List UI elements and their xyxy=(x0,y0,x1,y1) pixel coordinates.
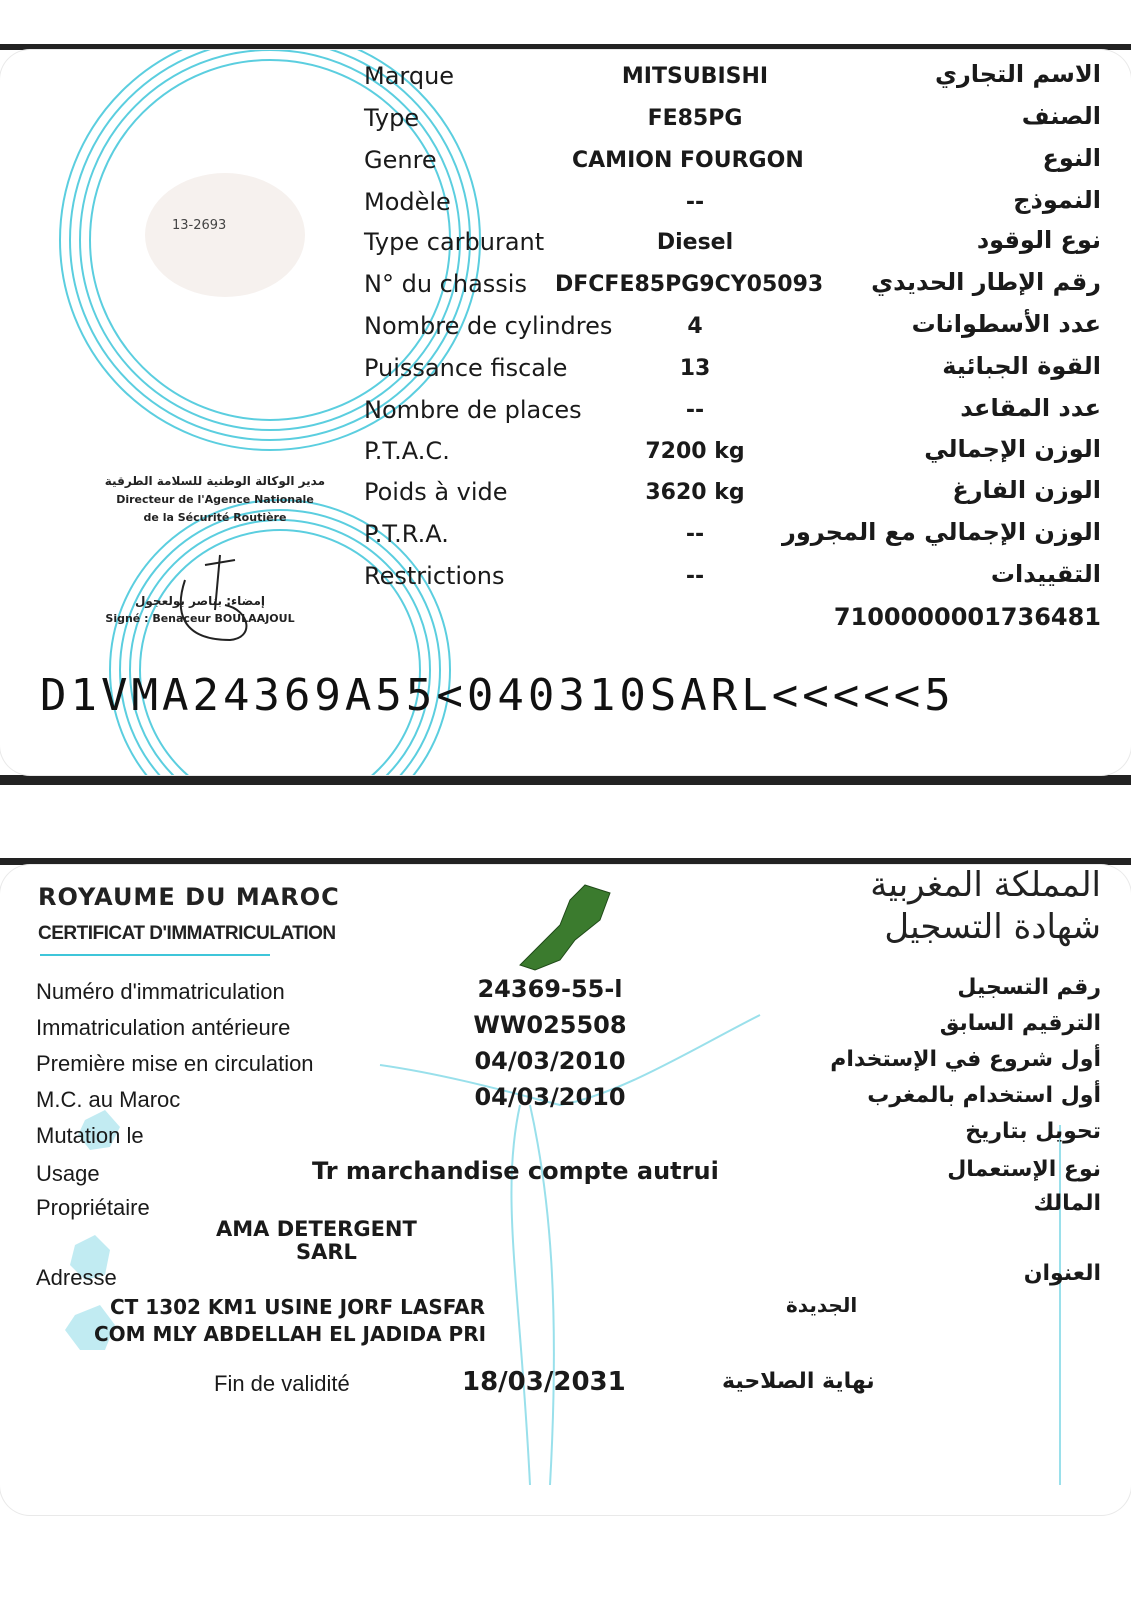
field-value: 4 xyxy=(687,314,703,339)
field-label: Type carburant xyxy=(364,228,545,256)
field-label: Type xyxy=(364,104,420,132)
signature-signed-ar: إمضاء: بناصر بولعجول xyxy=(134,594,266,608)
field-label-ar: النموذج xyxy=(1013,186,1101,214)
field-value: -- xyxy=(685,398,705,423)
field-label: M.C. au Maroc xyxy=(36,1087,181,1112)
owner-name-line2: SARL xyxy=(296,1240,357,1264)
field-value: MITSUBISHI xyxy=(621,64,769,89)
field-value: 3620 kg xyxy=(645,480,745,505)
machine-readable-zone: D1VMA24369A55<040310SARL<<<<<5 xyxy=(40,670,955,721)
field-label: Restrictions xyxy=(364,562,505,590)
signature-title-ar: مدير الوكالة الوطنية للسلامة الطرقية xyxy=(104,474,325,488)
field-label-ar: عدد المقاعد xyxy=(960,394,1101,422)
field-label: P.T.R.A. xyxy=(364,520,449,548)
field-value: WW025508 xyxy=(473,1011,627,1039)
usage-label: Usage xyxy=(36,1161,100,1186)
validity-value: 18/03/2031 xyxy=(462,1367,626,1397)
address-line2: COM MLY ABDELLAH EL JADIDA PRI xyxy=(94,1322,487,1346)
photo-code: 13-2693 xyxy=(172,218,227,233)
address-label: Adresse xyxy=(36,1265,117,1290)
country-title-fr: ROYAUME DU MAROC xyxy=(38,883,340,911)
field-label-ar: القوة الجبائية xyxy=(942,352,1101,380)
field-label: Nombre de places xyxy=(364,396,582,424)
field-label: Marque xyxy=(364,62,455,90)
field-label-ar: أول شروع في الإستخدام xyxy=(830,1047,1101,1072)
field-label: Puissance fiscale xyxy=(364,354,568,382)
address-line1: CT 1302 KM1 USINE JORF LASFAR xyxy=(110,1295,485,1319)
field-label-ar: الوزن الفارغ xyxy=(952,476,1101,504)
field-label-ar: الوزن الإجمالي xyxy=(924,435,1101,463)
field-value: FE85PG xyxy=(647,106,743,131)
field-label: P.T.A.C. xyxy=(364,437,450,465)
card-front-side xyxy=(0,865,1131,1515)
field-label-ar: رقم التسجيل xyxy=(957,975,1101,1000)
signature-title-fr-1: Directeur de l'Agence Nationale xyxy=(116,493,314,506)
document-title-fr: CERTIFICAT D'IMMATRICULATION xyxy=(38,923,336,944)
owner-label: Propriétaire xyxy=(36,1195,150,1220)
middle-separator xyxy=(0,775,1131,785)
validity-label-ar: نهاية الصلاحية xyxy=(722,1369,875,1394)
field-label: Modèle xyxy=(364,188,451,216)
field-label-ar: أول استخدام بالمغرب xyxy=(867,1083,1101,1108)
field-label: Première mise en circulation xyxy=(36,1051,314,1076)
field-label: N° du chassis xyxy=(364,270,527,298)
card-back-side xyxy=(0,50,1131,775)
field-label-ar: التقييدات xyxy=(990,560,1101,588)
field-value: -- xyxy=(685,190,705,215)
morocco-map-emblem xyxy=(520,885,610,970)
field-value: -- xyxy=(685,564,705,589)
field-value: 7200 kg xyxy=(645,439,745,464)
country-title-ar: المملكة المغربية xyxy=(870,865,1101,905)
field-value: 04/03/2010 xyxy=(474,1083,626,1111)
address-label-ar: العنوان xyxy=(1023,1261,1101,1286)
validity-label: Fin de validité xyxy=(214,1371,350,1396)
usage-value: Tr marchandise compte autrui xyxy=(312,1157,719,1185)
field-value: 13 xyxy=(679,356,711,381)
signature-signed-fr: Signé : Benaceur BOULAAJOUL xyxy=(105,612,295,625)
field-label-ar: الصنف xyxy=(1021,102,1101,130)
signature-title-fr-2: de la Sécurité Routière xyxy=(143,511,287,524)
usage-label-ar: نوع الإستعمال xyxy=(947,1157,1101,1182)
field-label: Nombre de cylindres xyxy=(364,312,613,340)
field-label-ar: عدد الأسطوانات xyxy=(911,310,1101,338)
field-label-ar: النوع xyxy=(1042,144,1101,172)
field-label-ar: رقم الإطار الحديدي xyxy=(871,268,1101,296)
field-label-ar: نوع الوقود xyxy=(976,226,1101,254)
document-title-ar: شهادة التسجيل xyxy=(884,907,1101,947)
field-value: -- xyxy=(685,522,705,547)
field-value: Diesel xyxy=(656,230,734,255)
field-label: Poids à vide xyxy=(364,478,508,506)
field-label: Genre xyxy=(364,146,437,174)
front-security-pattern xyxy=(0,865,1131,1515)
field-label: Numéro d'immatriculation xyxy=(36,979,285,1004)
field-label: Mutation le xyxy=(36,1123,144,1148)
field-value: 04/03/2010 xyxy=(474,1047,626,1075)
field-label-ar: الترقيم السابق xyxy=(939,1011,1101,1036)
field-label: Immatriculation antérieure xyxy=(36,1015,291,1040)
field-label-ar: تحويل بتاريخ xyxy=(965,1119,1101,1144)
field-value: CAMION FOURGON xyxy=(572,148,804,173)
owner-label-ar: المالك xyxy=(1033,1191,1101,1216)
field-label-ar: الاسم التجاري xyxy=(934,60,1101,88)
serial-number: 7100000001736481 xyxy=(833,603,1101,631)
field-value: 24369-ا-55 xyxy=(477,975,623,1003)
front-top-separator xyxy=(0,858,1131,865)
owner-name-line1: AMA DETERGENT xyxy=(216,1217,417,1241)
address-city-ar: الجديدة xyxy=(786,1293,858,1317)
field-value: DFCFE85PG9CY05093 xyxy=(555,272,824,297)
field-label-ar: الوزن الإجمالي مع المجرور xyxy=(782,518,1101,546)
